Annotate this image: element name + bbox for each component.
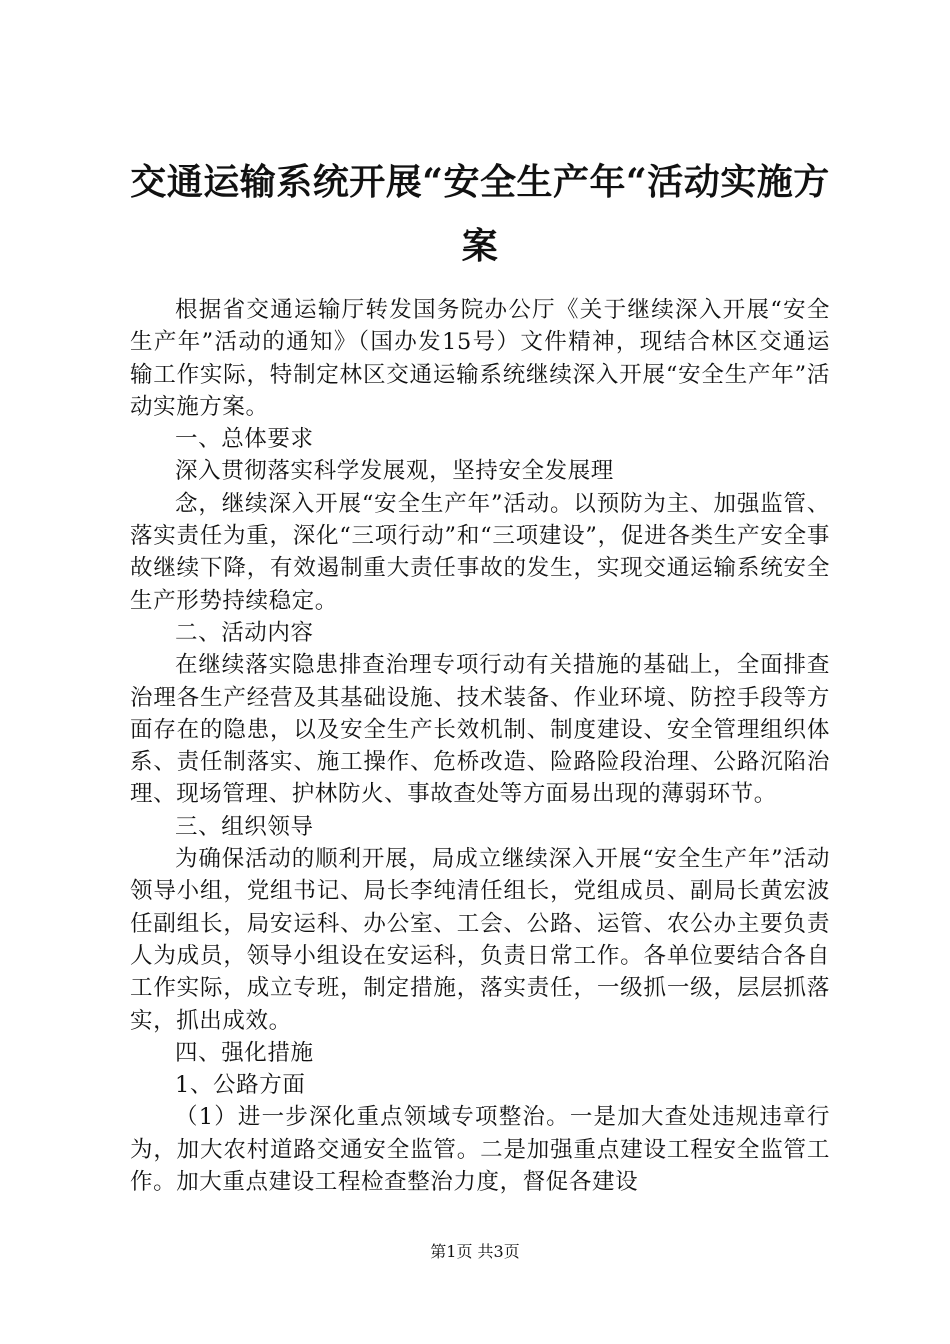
subheading-highway: 1、公路方面	[175, 1072, 306, 1099]
page-footer: 第1页 共3页	[430, 1242, 520, 1261]
section-heading-measures: 四、强化措施	[175, 1039, 314, 1066]
paragraph-leadership: 为确保活动的顺利开展，局成立继续深入开展“安全生产年”活动领导小组，党组书记、局长李纯清任组长，党组成员、副局长黄宏波任副组长，局安运科、办公室、工会、公路、运管、农公办主要负责人为成员，领导小组设在安运科，负责日常工作。各单位要结合各自工作实际，成立专班，制定措施，落实责任，一级抓一级，层层抓落实，抓出成效。	[130, 846, 830, 1034]
document-body	[130, 294, 830, 1198]
paragraph-general-requirements: 念，继续深入开展“安全生产年”活动。以预防为主、加强监管、落实责任为重，深化“三项行动”和“三项建设”，促进各类生产安全事故继续下降，有效遏制重大责任事故的发生，实现交通运输系统安全生产形势持续稳定。	[130, 490, 830, 614]
paragraph-activity-content: 在继续落实隐患排查治理专项行动有关措施的基础上，全面排查治理各生产经营及其基础设施、技术装备、作业环境、防控手段等方面存在的隐患，以及安全生产长效机制、制度建设、安全管理组织体系、责任制落实、施工操作、危桥改造、险路险段治理、公路沉陷治理、现场管理、护林防火、事故查处等方面易出现的薄弱环节。	[130, 652, 830, 808]
section-heading-leadership: 三、组织领导	[175, 813, 314, 840]
section-heading-general-requirements: 一、总体要求	[175, 426, 314, 453]
paragraph-intro: 根据省交通运输厅转发国务院办公厅《关于继续深入开展“安全生产年”活动的通知》（国办发15号）文件精神，现结合林区交通运输工作实际，特制定林区交通运输系统继续深入开展“安全生产年”活动实施方案。	[130, 297, 830, 420]
paragraph-highway-measure-1: （1）进一步深化重点领域专项整治。一是加大查处违规违章行为，加大农村道路交通安全监管。二是加强重点建设工程安全监管工作。加大重点建设工程检查整治力度，督促各建设	[130, 1104, 830, 1196]
paragraph-general-requirements-line: 深入贯彻落实科学发展观，坚持安全发展理	[175, 458, 614, 485]
document-title: 交通运输系统开展“安全生产年“活动实施方案	[130, 161, 830, 267]
section-heading-activity-content: 二、活动内容	[175, 619, 314, 646]
